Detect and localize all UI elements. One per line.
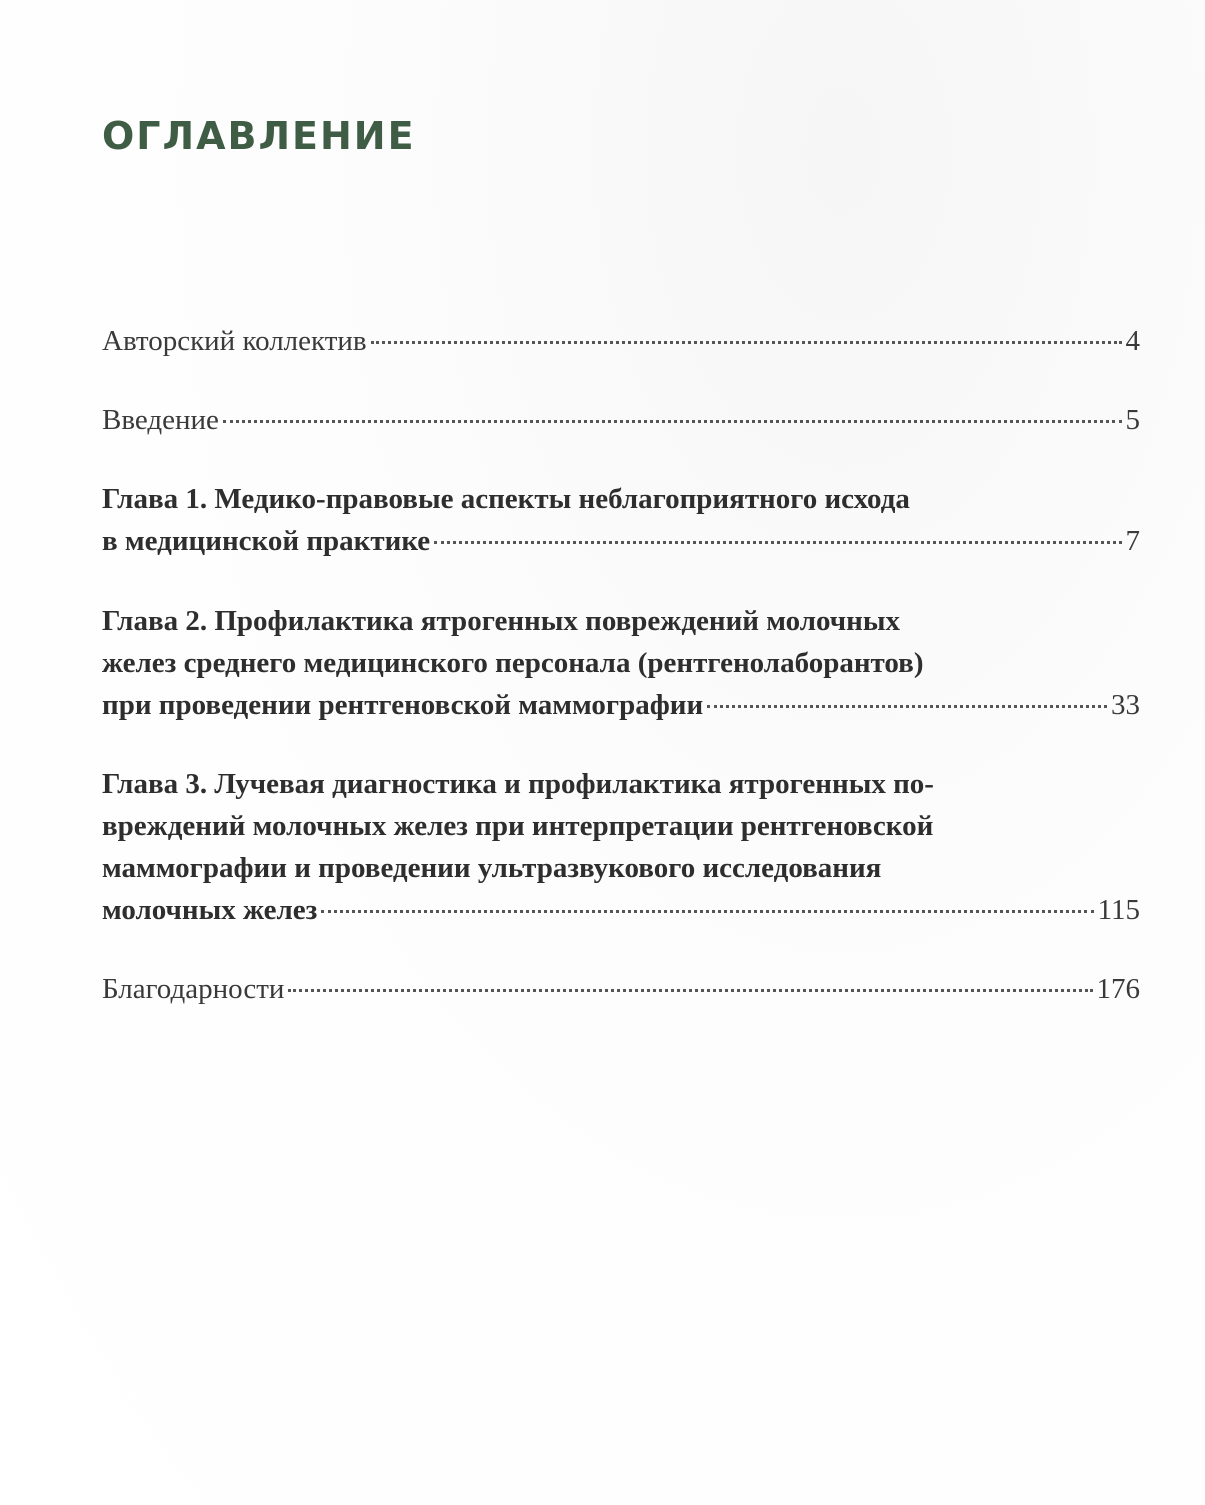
toc-leader-dots — [371, 339, 1122, 344]
toc-leader-dots — [223, 418, 1122, 423]
toc-entry-chapter-2[interactable] — [102, 600, 1140, 726]
toc-entry-line — [102, 968, 1140, 1010]
toc-entry-chapter-1[interactable] — [102, 478, 1140, 562]
toc-page-number: 4 — [1125, 325, 1140, 357]
toc-entry-title-line: Глава 1. Медико-правовые аспекты неблагоприятного исхода — [102, 483, 910, 515]
toc-leader-dots — [288, 987, 1092, 992]
toc-page-number: 5 — [1125, 404, 1140, 436]
toc-entry-title: при проведении рентгеновской маммографии — [102, 689, 704, 721]
toc-entry-title: молочных желез — [102, 894, 318, 926]
toc-entry-title-line: вреждений молочных желез при интерпретации рентгеновской — [102, 810, 934, 842]
toc-entry-acknowledgements[interactable] — [102, 968, 1140, 1010]
toc-entry-title: Авторский коллектив — [102, 325, 367, 357]
toc-entry-title-line: маммографии и проведении ультразвукового исследования — [102, 852, 882, 884]
toc-entry-title: Благодарности — [102, 973, 285, 1005]
toc-page-number: 7 — [1125, 525, 1140, 557]
toc-leader-dots — [321, 908, 1093, 913]
toc-entry-title: в медицинской практике — [102, 525, 431, 557]
toc-entry-line — [102, 320, 1140, 362]
toc-entry-line — [102, 889, 1140, 931]
toc-entry-line — [102, 520, 1140, 562]
toc-title: ОГЛАВЛЕНИЕ — [102, 114, 416, 158]
toc-page-number: 33 — [1111, 689, 1140, 721]
toc-list — [102, 320, 1140, 1010]
toc-entry-chapter-3[interactable] — [102, 763, 1140, 931]
toc-entry-title-line: желез среднего медицинского персонала (рентгенолаборантов) — [102, 647, 924, 679]
toc-entry-line — [102, 399, 1140, 441]
toc-entry-title-line: Глава 3. Лучевая диагностика и профилактика ятрогенных по- — [102, 768, 934, 800]
toc-leader-dots — [434, 539, 1121, 544]
toc-entry-authors[interactable] — [102, 320, 1140, 362]
toc-leader-dots — [707, 703, 1107, 708]
toc-page-number: 115 — [1097, 894, 1140, 926]
toc-entry-title-line: Глава 2. Профилактика ятрогенных повреждений молочных — [102, 605, 900, 637]
toc-entry-title: Введение — [102, 404, 219, 436]
toc-entry-introduction[interactable] — [102, 399, 1140, 441]
toc-entry-line — [102, 684, 1140, 726]
toc-page-number: 176 — [1096, 973, 1140, 1005]
